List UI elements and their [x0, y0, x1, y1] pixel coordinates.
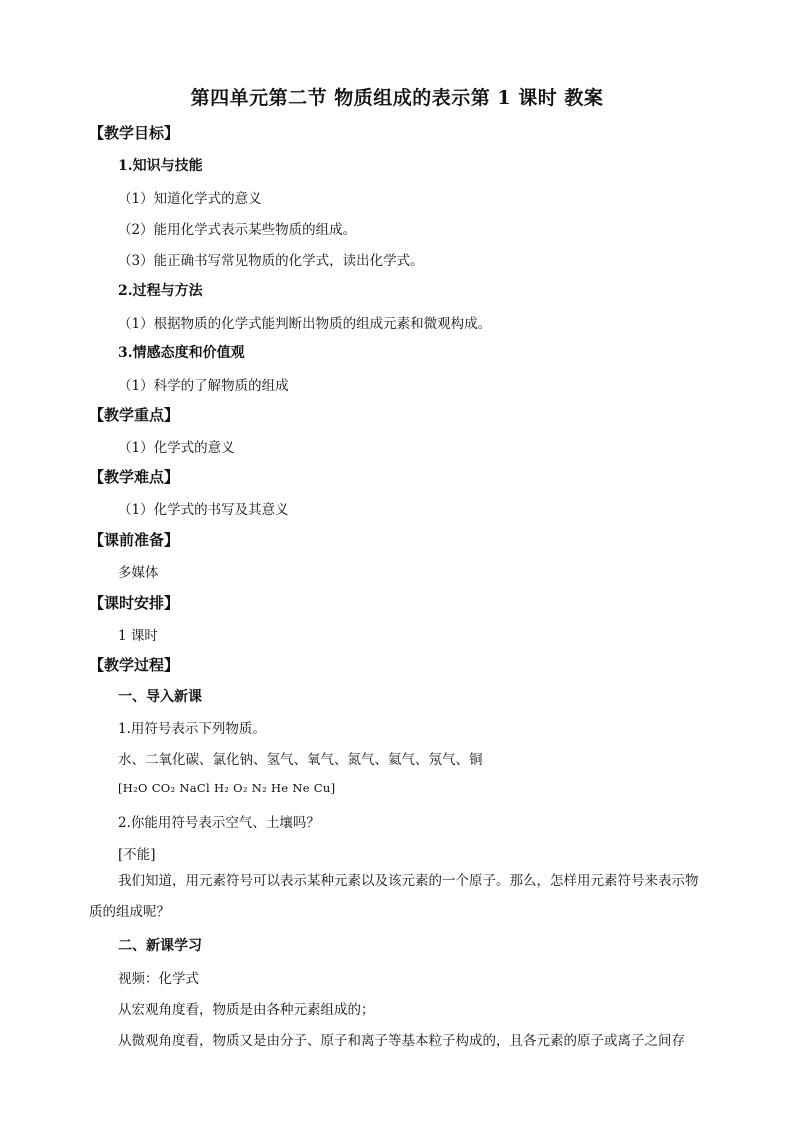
subheading-knowledge-skills: 1.知识与技能: [118, 158, 203, 174]
goal-item: （2）能用化学式表示某些物质的组成。: [118, 222, 357, 238]
answer-1: [H₂O CO₂ NaCl H₂ O₂ N₂ He Ne Cu]: [118, 781, 336, 795]
key-point-item: （1）化学式的意义: [118, 440, 235, 456]
macro-view-line: 从宏观角度看，物质是由各种元素组成的；: [118, 1002, 375, 1018]
difficulty-item: （1）化学式的书写及其意义: [118, 502, 289, 518]
schedule-text: 1 课时: [118, 628, 158, 644]
video-line: 视频：化学式: [118, 971, 199, 987]
page-title: 第四单元第二节 物质组成的表示第 1 课时 教案: [190, 87, 604, 109]
goal-item: （3）能正确书写常见物质的化学式，读出化学式。: [118, 253, 424, 269]
section-schedule: 【课时安排】: [89, 594, 180, 612]
question-1: 1.用符号表示下列物质。: [118, 721, 266, 737]
answer-2: [不能]: [118, 847, 156, 863]
question-2: 2.你能用符号表示空气、土壤吗？: [118, 815, 320, 831]
subheading-process-method: 2.过程与方法: [118, 283, 203, 299]
subheading-intro: 一、导入新课: [118, 689, 202, 705]
intro-paragraph: 我们知道，用元素符号可以表示某种元素以及该元素的一个原子。那么，怎样用元素符号来表示物质的组成呢？: [89, 873, 699, 920]
subheading-emotion-values: 3.情感态度和价值观: [118, 345, 245, 361]
section-teaching-goals: 【教学目标】: [89, 124, 180, 142]
substance-list: 水、二氧化碳、氯化钠、氢气、氧气、氮气、氦气、氖气、铜: [118, 752, 483, 768]
goal-item: （1）知道化学式的意义: [118, 191, 262, 207]
section-teaching-process: 【教学过程】: [89, 656, 180, 674]
subheading-new-lesson: 二、新课学习: [118, 938, 202, 954]
section-preparation: 【课前准备】: [89, 531, 180, 549]
section-difficulties: 【教学难点】: [89, 468, 180, 486]
section-key-points: 【教学重点】: [89, 406, 180, 424]
goal-item: （1）根据物质的化学式能判断出物质的组成元素和微观构成。: [118, 316, 492, 332]
preparation-text: 多媒体: [118, 565, 159, 581]
goal-item: （1）科学的了解物质的组成: [118, 378, 289, 394]
micro-view-line: 从微观角度看，物质又是由分子、原子和离子等基本粒子构成的，且各元素的原子或离子之间存: [118, 1033, 685, 1049]
